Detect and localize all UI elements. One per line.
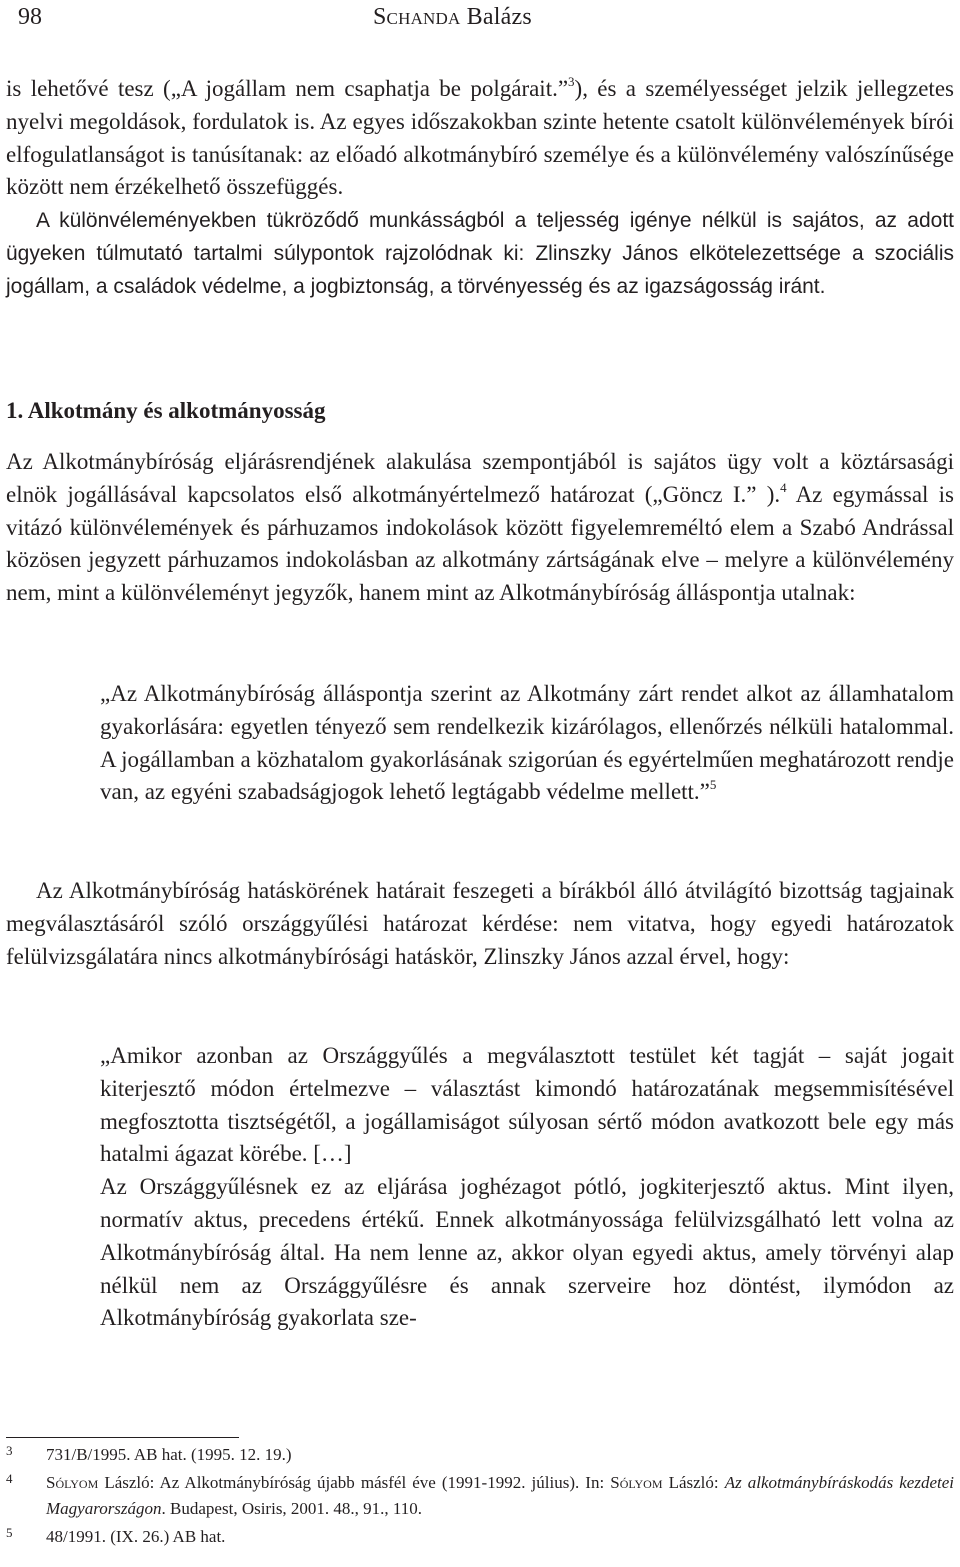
footnote-ref-5: 5 [709,777,717,793]
section-paragraph-2: Az Alkotmánybíróság hatáskörének határait feszegeti a bírákból álló átvilágító bizottság tagjainak megválasztásáról szóló országgyűlési határozat kérdése: nem vitatva, hogy egyedi határozatok felülvizsgálatára nincs alkotmánybírósági hatáskör, Zlinszky János azzal érvel, hogy: [6,878,954,969]
block-quote-2 [100,1040,954,1335]
intro-paragraph-1 [6,73,954,204]
author-first-name: Schanda [373,4,461,30]
footnote-5 [6,1524,954,1550]
footnote-text-part: László: Az Alkotmánybíróság újabb másfél éve (1991-1992. július). In: [98,1473,611,1492]
footnote-3 [6,1442,954,1468]
author-last-name: Balázs [460,4,532,30]
footnote-text [46,1470,954,1522]
section-text-b: Az egymással is vitázó különvélemények és párhuzamos indokolások között figyelemreméltó elem a Szabó Andrással közösen jegyzett párhuzamos indokolásban az alkotmány zártságának elve – melyre a különvélemény nem, mint a különvéleményt jegyzők, hanem mint az Alkotmánybíróság álláspontja utalnak: [6,481,955,606]
page-number: 98 [18,4,42,30]
quote-2-text-b: Az Országgyűlésnek ez az eljárása joghézagot pótló, jogkiterjesztő aktus. Mint ilyen, normatív aktus, precedens értékű. Ennek alkotmányossága felülvizsgálható lett volna az Alkotmánybíróság által. Ha nem lenne az, akkor olyan egyedi aktus, amely törvényi alap nélkül nem az Országgyűlésre és annak szerveire hoz döntést, ilymódon az Alkotmánybíróság gyakorlata sze- [100,1174,954,1331]
running-head [373,4,532,31]
footnote-text: 731/B/1995. AB hat. (1995. 12. 19.) [46,1445,292,1464]
section-text-a: Az Alkotmánybíróság eljárásrendjének alakulása szempontjából is sajátos ügy volt a köztársasági elnök jogállásával kapcsolatos első alkotmányértelmező határozat („Göncz I.” ). [6,449,954,507]
footnote-ref-4: 4 [780,479,787,495]
footnote-number: 4 [6,1471,13,1486]
footnote-ref-3: 3 [568,74,575,89]
intro-paragraph-2: A különvéleményekben tükröződő munkásságból a teljesség igénye nélkül is sajátos, az adott ügyeken túlmutató tartalmi súlypontok rajzolódnak ki: Zlinszky János elkötelezettsége a szociális jogállam, a családok védelme, a jogbiztonság, a törvényesség és az igazságosság iránt. [6,209,954,298]
footnote-text-part: . Budapest, Osiris, 2001. 48., 91., 110. [161,1499,423,1518]
footnote-number: 5 [6,1525,13,1540]
footnote-number: 3 [6,1443,13,1458]
footnote-text: 48/1991. (IX. 26.) AB hat. [46,1527,226,1546]
book-title: Az alkotmánybíráskodás kezdetei Magyarországon [46,1473,954,1518]
intro-text-a: is lehetővé tesz („A jogállam nem csaphatja be polgárait.” [6,76,569,101]
footnote-4 [6,1470,954,1522]
footnote-divider [6,1437,239,1438]
author-surname: Sólyom [610,1473,663,1492]
page-header [0,2,960,34]
section-paragraph-1 [6,446,954,610]
footnotes [6,1442,954,1552]
quote-1-text: „Az Alkotmánybíróság álláspontja szerint az Alkotmány zárt rendet alkot az államhatalom gyakorlására: egyetlen tényező sem rendelkezik kizárólagos, ellenőrzés nélküli hatalommal. A jogállamban a közhatalom gyakorlásának szigorúan és egyértelműen meghatározott rendje van, az egyéni szabadságjogok lehető legtágabb védelme mellett.” [100,681,954,805]
block-quote-1 [100,678,954,809]
intro-text-b: ), és a személyességet jelzik jellegzetes nyelvi megoldások, fordulatok is. Az egyes időszakokban szinte hetente csatolt különvélemények bírói elfogulatlanságot is tanúsítanak: az előadó alkotmánybíró személye és a különvélemény valószínűsége között nem érzékelhető összefüggés. [6,76,954,200]
quote-2-text-a: „Amikor azonban az Országgyűlés a megválasztott testület két tagját – saját jogait kiterjesztő módon értelmezve – választást kimondó határozatának megsemmisítésével megfosztotta tisztségétől, a jogállamiságot súlyosan sértő módon avatkozott bele egy más hatalmi ágazat körébe. […] [100,1043,954,1167]
footnote-text-part: László: [662,1473,725,1492]
section-heading: 1. Alkotmány és alkotmányosság [6,398,326,423]
author-surname: Sólyom [46,1473,99,1492]
